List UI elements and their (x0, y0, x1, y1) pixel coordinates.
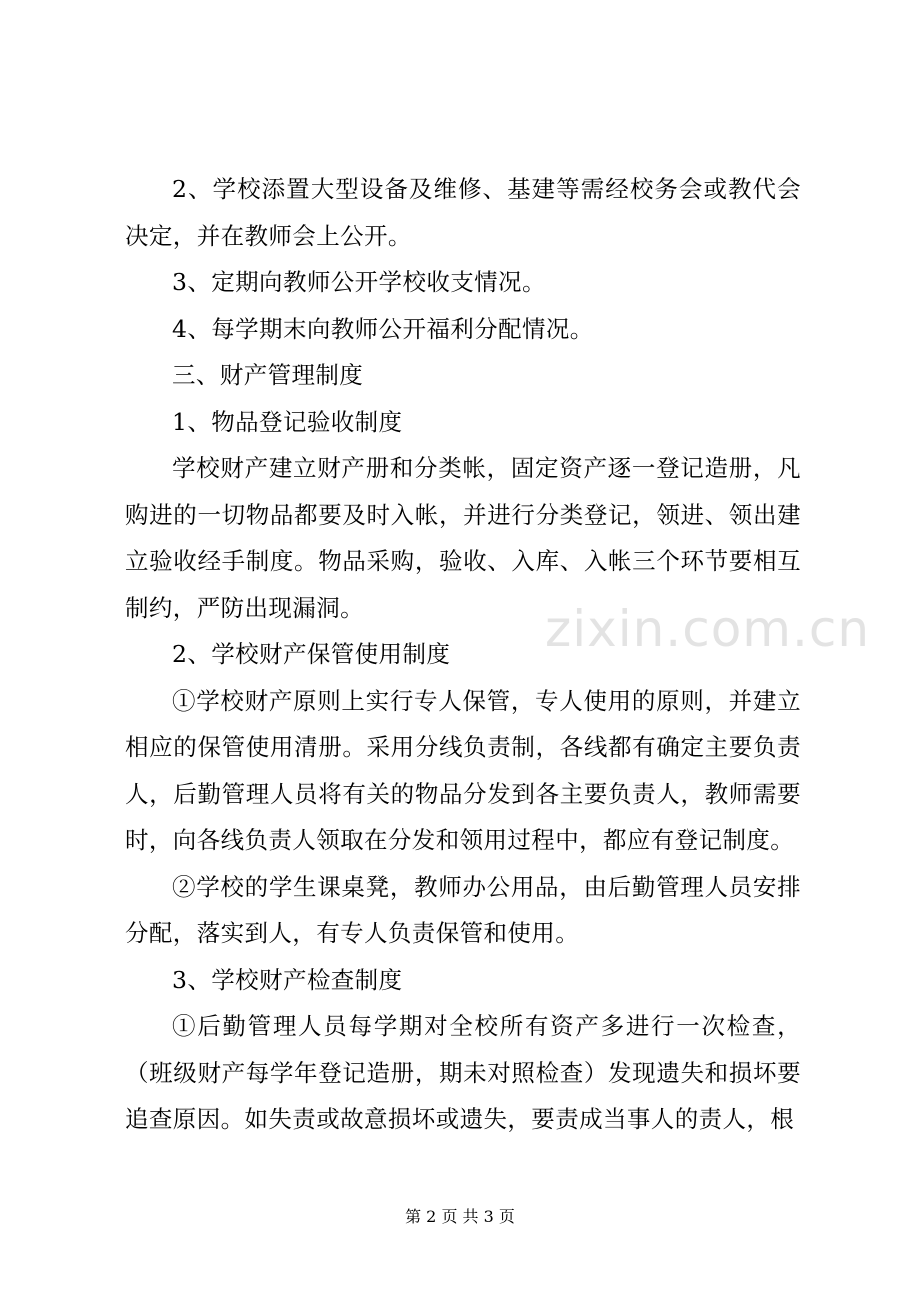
section-heading-property-management: 三、财产管理制度 (172, 361, 364, 389)
paragraph-public-finance: 3、定期向教师公开学校收支情况。 (172, 268, 546, 296)
paragraph-public-equipment: 2、学校添置大型设备及维修、基建等需经校务会或教代会决定，并在教师会上公开。 (125, 175, 801, 250)
paragraph-inspection-1: ①后勤管理人员每学期对全校所有资产多进行一次检查，（班级财产每学年登记造册，期未对照检查）发现遗失和损坏要追查原因。如失责或故意损坏或遗失，要责成当事人的责人，根 (125, 1012, 801, 1133)
subheading-inspection: 3、学校财产检查制度 (172, 965, 403, 994)
paragraph-registration: 学校财产建立财产册和分类帐，固定资产逐一登记造册，凡购进的一切物品都要及时入帐，并进行分类登记，领进、领出建立验收经手制度。物品采购，验收、入库、入帐三个环节要相互制约，严防出现漏洞。 (125, 454, 801, 622)
paragraph-public-welfare: 4、每学期末向教师公开福利分配情况。 (172, 314, 594, 343)
document-body (125, 166, 801, 1143)
paragraph-custody-1: ①学校财产原则上实行专人保管，专人使用的原则，并建立相应的保管使用清册。采用分线负责制，各线都有确定主要负责人，后勤管理人员将有关的物品分发到各主要负责人，教师需要时，向各线负责人领取在分发和领用过程中，都应有登记制度。 (125, 686, 801, 854)
paragraph-custody-2: ②学校的学生课桌凳，教师办公用品，由后勤管理人员安排分配，落实到人，有专人负责保管和使用。 (125, 872, 801, 947)
subheading-custody: 2、学校财产保管使用制度 (172, 640, 451, 668)
subheading-registration: 1、物品登记验收制度 (172, 407, 403, 436)
watermark: zixin.com.cn (545, 600, 871, 658)
page-footer: 第 2 页 共 3 页 (405, 1207, 515, 1226)
